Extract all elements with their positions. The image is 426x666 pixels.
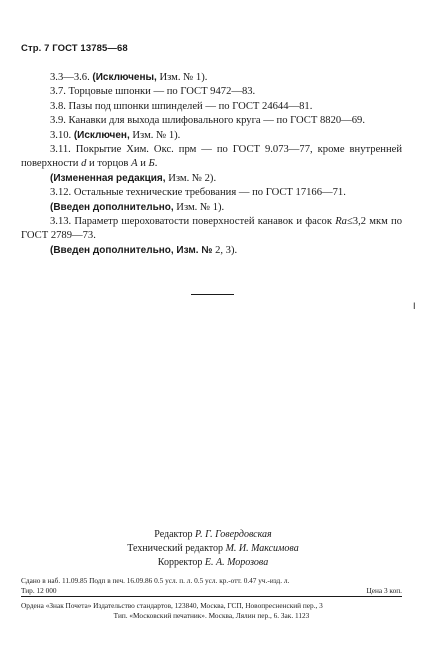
italic-text: Б	[148, 158, 155, 170]
side-mark: I	[413, 301, 416, 311]
paragraph-3-7	[21, 85, 402, 99]
corrector-label: Корректор	[157, 557, 203, 568]
text: 3.10.	[50, 129, 74, 141]
price: Цена 3 коп.	[366, 585, 402, 595]
paragraph-3-12	[21, 186, 402, 200]
document-body	[21, 71, 402, 258]
text: 3.13. Параметр шероховатости поверхностей канавок и фасок	[50, 216, 336, 228]
italic-text: d	[81, 158, 87, 170]
bold-text: (Измененная редакция,	[50, 172, 166, 184]
paragraph-3-9	[21, 114, 402, 128]
printer-line: Тип. «Московский печатник». Москва, Лялин пер., 6. Зак. 1123	[113, 610, 310, 620]
paragraph-amendment-1	[21, 201, 402, 215]
paragraph-amendment-2	[21, 172, 402, 186]
text: 3.9. Канавки для выхода шлифовального круга — по ГОСТ 8820—69.	[50, 115, 365, 127]
editor-line	[0, 528, 426, 542]
paragraph-amendment-2-3	[21, 244, 402, 258]
text: 3.7. Торцовые шпонки — по ГОСТ 9472—83.	[50, 86, 256, 98]
text: .	[154, 158, 158, 170]
publisher-block	[21, 601, 402, 620]
text: Изм. № 1).	[156, 72, 208, 83]
text: Изм. № 2).	[165, 172, 217, 184]
paragraph-3-10	[21, 129, 402, 143]
tech-editor-label: Технический редактор	[127, 543, 224, 554]
italic-text: Ra	[335, 216, 347, 228]
editor-name: Р. Г. Говердовская	[195, 529, 272, 540]
text: 3.3—3.6.	[50, 72, 93, 83]
imprint-block	[21, 576, 402, 595]
paragraph-3-3	[21, 71, 402, 85]
text: 3.8. Пазы под шпонки шпинделей — по ГОСТ 24644—81.	[50, 100, 313, 112]
imprint-rule	[21, 596, 402, 597]
bold-text: (Введен дополнительно, Изм. №	[50, 244, 213, 256]
text: и	[137, 158, 149, 170]
page-header: Стр. 7 ГОСТ 13785—68	[21, 43, 128, 54]
paragraph-3-13	[21, 215, 402, 244]
text: 3.11. Покрытие Хим. Окс. прм — по ГОСТ 9.073—77, кроме внутренней поверхности	[21, 144, 402, 170]
imprint-line-2	[21, 586, 402, 596]
text: ≤3,2 мкм по ГОСТ 2789—73.	[21, 216, 402, 242]
tech-editor-name: М. И. Максимова	[225, 543, 299, 554]
text: Изм. № 1).	[173, 201, 225, 213]
italic-text: А	[131, 158, 138, 170]
circulation: Тир. 12 000	[21, 585, 57, 595]
paragraph-3-8	[21, 100, 402, 114]
imprint-line-1: Сдано в наб. 11.09.85 Подп в печ. 16.09.86 0.5 усл. п. л. 0.5 усл. кр.-отт. 0.47 уч.-изд. л.	[21, 576, 290, 585]
text: 3.12. Остальные технические требования — по ГОСТ 17166—71.	[50, 187, 346, 199]
text: Изм. № 1).	[129, 129, 181, 141]
corrector-line	[0, 556, 426, 570]
section-divider	[191, 294, 234, 295]
paragraph-3-11	[21, 143, 402, 172]
bold-text: (Исключены,	[92, 72, 157, 83]
text: 2, 3).	[212, 244, 238, 256]
editor-label: Редактор	[154, 529, 193, 540]
corrector-name: Е. А. Морозова	[204, 557, 269, 568]
editors-block	[0, 528, 426, 570]
bold-text: (Исключен,	[73, 129, 130, 141]
bold-text: (Введен дополнительно,	[50, 201, 174, 213]
text: и торцов	[86, 158, 132, 170]
publisher-line: Ордена «Знак Почета» Издательство стандартов, 123840, Москва, ГСП, Новопресненский пер., 3	[21, 601, 323, 610]
tech-editor-line	[0, 542, 426, 556]
